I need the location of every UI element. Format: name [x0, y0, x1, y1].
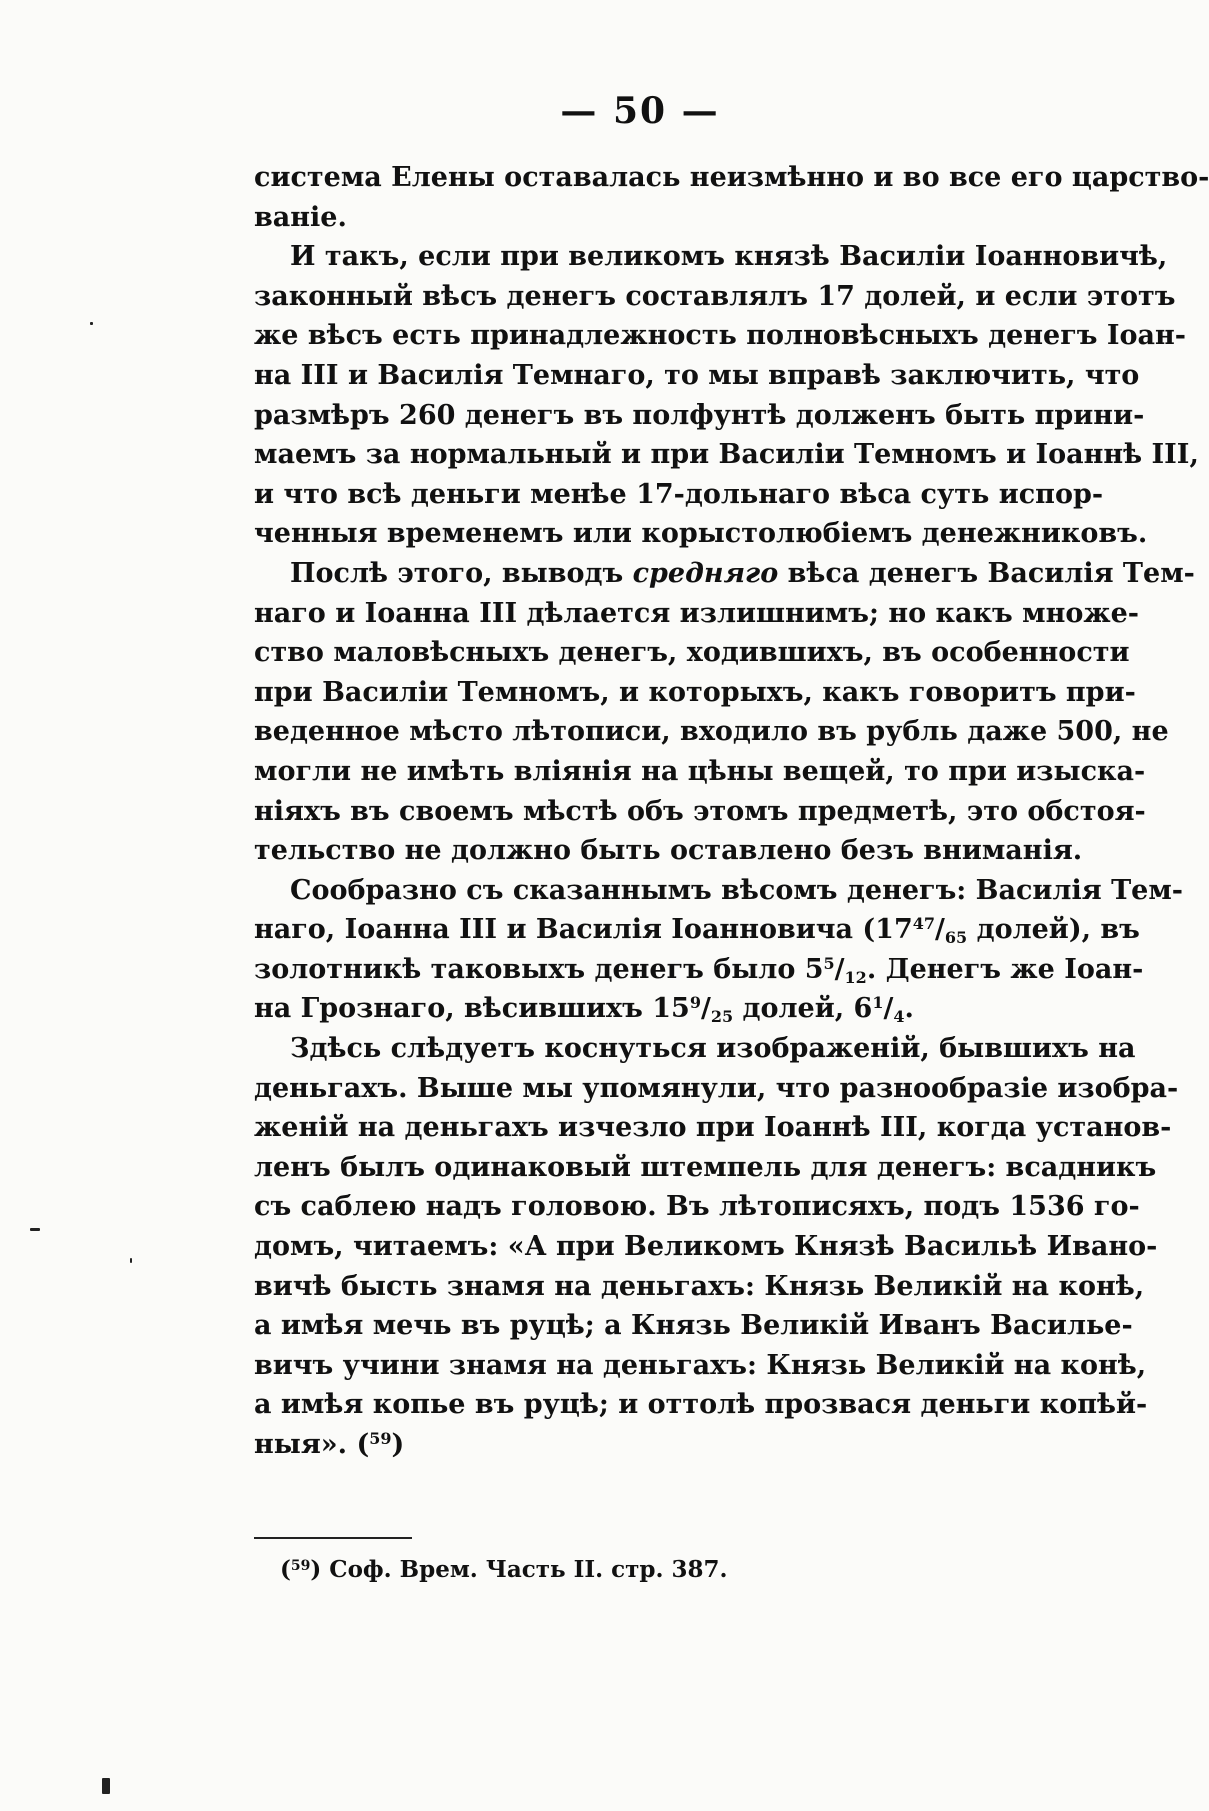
text-fragment: ныя». ( — [254, 1429, 370, 1460]
text-line: же вѣсъ есть принадлежность полновѣсныхъ денегъ Іоан- — [254, 320, 1186, 352]
fraction-slash: / — [883, 993, 894, 1025]
fraction-numerator: 5 — [823, 953, 835, 973]
text-line: ченныя временемъ или корыстолюбіемъ денежниковъ. — [254, 518, 1148, 550]
text-line: ленъ былъ одинаковый штемпель для денегъ: всадникъ — [254, 1151, 1157, 1183]
text-fragment: наго, Іоанна III и Василія Іоанновича (17 — [254, 914, 913, 946]
scan-speck — [90, 322, 93, 325]
text-fragment: Послѣ этого, выводъ — [290, 557, 633, 589]
text-line: веденное мѣсто лѣтописи, входило въ рубль даже 500, не — [254, 716, 1169, 748]
text-line — [254, 950, 1144, 990]
text-fragment: долей), въ — [967, 914, 1140, 946]
text-line: система Елены оставалась неизмѣнно и во все его царство- — [254, 162, 1209, 193]
page-number: — 50 — — [560, 90, 720, 132]
text-fragment: на Грознаго, вѣсившихъ 15 — [254, 993, 690, 1025]
scan-speck — [30, 1228, 40, 1231]
text-line: вичъ учини знамя на деньгахъ: Князь Великій на конѣ, — [254, 1349, 1147, 1381]
fraction-slash: / — [935, 914, 945, 946]
text-fragment: золотникѣ таковыхъ денегъ было 5 — [254, 953, 824, 985]
text-fragment: ( — [280, 1556, 291, 1583]
text-line — [254, 554, 1195, 594]
fraction-slash: / — [834, 953, 845, 985]
text-line — [254, 1425, 1102, 1465]
text-line: размѣръ 260 денегъ въ полфунтѣ долженъ быть прини- — [254, 399, 1145, 431]
fraction-numerator: 47 — [912, 914, 936, 934]
footnote-number: 59 — [290, 1558, 311, 1574]
text-fragment: долей, 6 — [733, 993, 873, 1025]
text-fragment: ) Соф. Врем. Часть II. стр. 387. — [310, 1556, 728, 1583]
text-line: а имѣя мечь въ руцѣ; а Князь Великій Иванъ Василье- — [254, 1310, 1133, 1342]
text-fragment: вѣса денегъ Василія Тем- — [778, 557, 1195, 589]
fraction-numerator: 1 — [872, 993, 884, 1013]
scan-speck — [102, 1778, 110, 1794]
text-line: могли не имѣть вліянія на цѣны вещей, то при изыска- — [254, 755, 1146, 787]
text-line — [254, 910, 1140, 950]
fraction-numerator: 9 — [689, 993, 701, 1013]
text-line: домъ, читаемъ: «А при Великомъ Князѣ Васильѣ Ивано- — [254, 1231, 1158, 1263]
text-line — [254, 989, 1102, 1029]
text-line: ство маловѣсныхъ денегъ, ходившихъ, въ особенности — [254, 637, 1130, 669]
body-text — [254, 158, 1209, 1465]
text-line: а имѣя копье въ руцѣ; и оттолѣ прозвася деньги копѣй- — [254, 1389, 1148, 1421]
text-line: ваніе. — [254, 201, 347, 233]
text-fragment: . — [904, 993, 914, 1025]
text-line: вичѣ бысть знамя на деньгахъ: Князь Великій на конѣ, — [254, 1270, 1145, 1302]
footnote-reference: 59 — [369, 1429, 392, 1448]
italic-word: средняго — [632, 557, 779, 589]
text-fragment: . Денегъ же Іоан- — [866, 953, 1144, 985]
text-line: ніяхъ въ своемъ мѣстѣ объ этомъ предметѣ, это обстоя- — [254, 795, 1146, 827]
text-line: И такъ, если при великомъ князѣ Василіи Іоанновичѣ, — [290, 241, 1168, 273]
text-line: законный вѣсъ денегъ составлялъ 17 долей, и если этотъ — [254, 280, 1176, 312]
footnote-divider — [254, 1537, 412, 1539]
text-line: деньгахъ. Выше мы упомянули, что разнообразіе изобра- — [254, 1072, 1179, 1104]
scan-speck — [130, 1258, 132, 1263]
fraction-denominator: 65 — [944, 928, 968, 948]
text-line: съ саблею надъ головою. Въ лѣтописяхъ, подъ 1536 го- — [254, 1191, 1140, 1223]
fraction-denominator: 4 — [893, 1007, 905, 1027]
text-line: тельство не должно быть оставлено безъ вниманія. — [254, 835, 1083, 867]
text-line: наго и Іоанна III дѣлается излишнимъ; но какъ множе- — [254, 597, 1139, 629]
text-fragment: ) — [391, 1429, 405, 1460]
fraction-denominator: 12 — [844, 967, 867, 987]
text-line: женій на деньгахъ изчезло при Іоаннѣ III, когда установ- — [254, 1112, 1172, 1144]
text-line: на III и Василія Темнаго, то мы вправѣ заключить, что — [254, 359, 1140, 391]
text-line: и что всѣ деньги менѣе 17-дольнаго вѣса суть испор- — [254, 478, 1104, 510]
fraction-slash: / — [700, 993, 711, 1025]
text-line: Сообразно съ сказаннымъ вѣсомъ денегъ: Василія Тем- — [290, 874, 1184, 906]
text-line: Здѣсь слѣдуетъ коснуться изображеній, бывшихъ на — [290, 1033, 1136, 1065]
fraction-denominator: 25 — [710, 1007, 734, 1027]
text-line: при Василіи Темномъ, и которыхъ, какъ говоритъ при- — [254, 676, 1136, 708]
footnote — [280, 1556, 728, 1583]
text-line: маемъ за нормальный и при Василіи Темномъ и Іоаннѣ III, — [254, 439, 1199, 471]
